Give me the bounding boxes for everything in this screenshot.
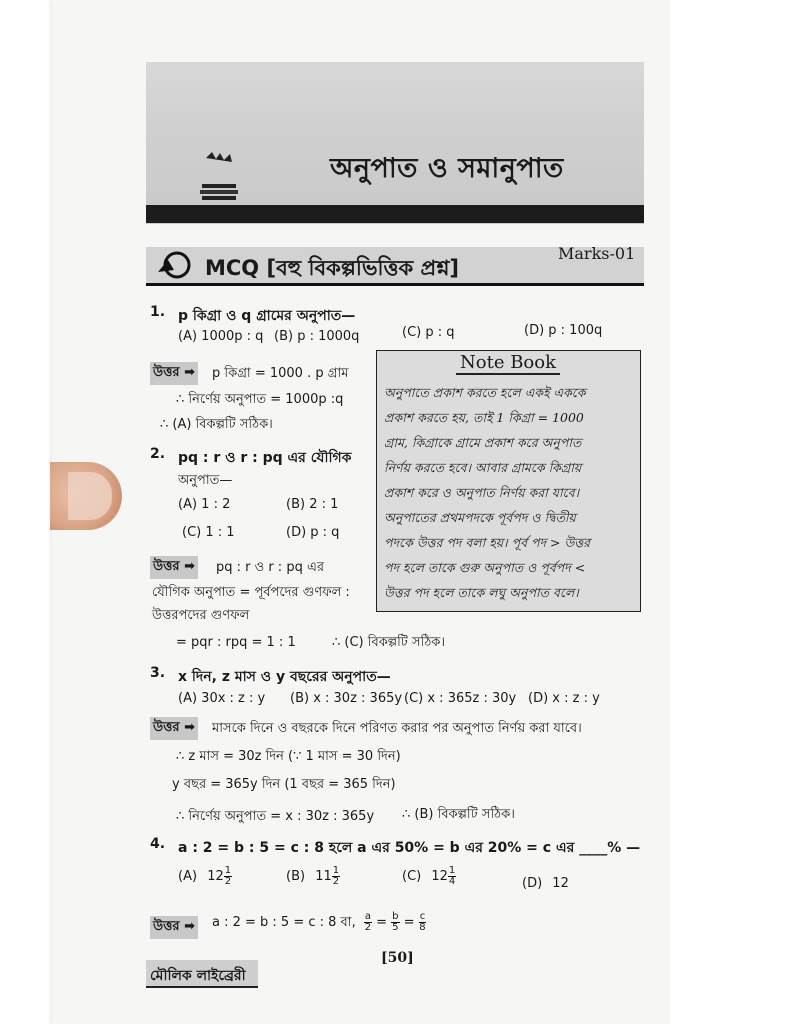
q2-answer-line1: pq : r ও r : pq এর [216,560,324,575]
book-stack-icon [196,150,242,208]
notebook-line: পদ হলে তাকে গুরু অনুপাত ও পূর্বপদ < [384,560,586,575]
q4-option-whole: 12 [552,876,569,891]
q3-answer-line2: ∴ z মাস = 30z দিন (∵ 1 মাস = 30 দিন) [176,749,401,764]
q2-text-line1: pq : r ও r : pq এর যৌগিক [178,450,352,466]
notebook-line: পদকে উত্তর পদ বলা হয়। পূর্ব পদ > উত্তর [384,535,591,550]
q2-option-a: (A) 1 : 2 [178,497,231,512]
q3-answer-conclusion: ∴ (B) বিকল্পটি সঠিক। [402,807,515,822]
q3-text: x দিন, z মাস ও y বছরের অনুপাত— [178,669,391,685]
fraction-denominator: 4 [448,876,456,887]
q1-option-b: (B) p : 1000q [274,329,360,344]
page-number: [50] [381,950,414,966]
q2-text-line2: অনুপাত— [178,473,233,488]
q2-number: 2. [150,446,166,462]
q4-option-whole: 11 [315,869,332,884]
q1-answer-line1: p কিগ্রা = 1000 . p গ্রাম [212,366,349,381]
q1-number: 1. [150,304,166,320]
q4-answer-fraction-b [391,912,399,933]
notebook-line: গ্রাম, কিগ্রাকে গ্রামে প্রকাশ করে অনুপাত [384,435,582,450]
q4-option-label: (B) [286,869,306,884]
q3-number: 3. [150,665,166,681]
q4-answer-text: a : 2 = b : 5 = c : 8 বা, $\frac{a}{2}$ = $\frac{b}{5}$ = $\frac{c}{8}$ [212,911,426,933]
fraction-numerator: b [392,911,399,922]
q4-option-b [286,866,340,887]
q4-answer-fraction-a [364,912,372,933]
chapter-title: অনুপাত ও সমানুপাত [330,153,564,184]
q3-option-a: (A) 30x : z : y [178,691,266,706]
q4-option-d [522,876,569,891]
notebook-title: Note Book [456,352,560,375]
notebook-line: প্রকাশ করে ও অনুপাত নির্ণয় করা যাবে। [384,485,580,500]
q3-option-c: (C) x : 365z : 30y [404,691,517,706]
q4-option-whole: 12 [207,869,224,884]
q1-answer-tag: উত্তর ➡ [150,362,198,385]
q4-answer-fraction-c [419,912,427,933]
q3-answer-line3: y বছর = 365y দিন (1 বছর = 365 দিন) [172,777,396,792]
notebook-line: অনুপাতে প্রকাশ করতে হলে একই এককে [384,385,586,400]
fraction-numerator: 1 [224,865,232,876]
q2-answer-tag: উত্তর ➡ [150,556,198,579]
fraction-numerator: c [419,911,426,922]
marks-label: Marks-01 [558,244,636,263]
fraction-denominator: 2 [364,922,372,933]
q4-option-fraction [332,866,340,887]
fraction-denominator: 8 [419,922,426,933]
q4-answer-ratio: a : 2 = b : 5 = c : 8 বা, [212,915,356,930]
q1-answer-line3: ∴ (A) বিকল্পটি সঠিক। [160,417,273,432]
fraction-denominator: 2 [224,876,232,887]
mcq-section-label: MCQ [বহু বিকল্পভিত্তিক প্রশ্ন] [205,256,460,280]
q4-option-fraction [224,866,232,887]
notebook-line: উত্তর পদ হলে তাকে লঘু অনুপাত বলে। [384,585,579,600]
q4-answer-tag: উত্তর ➡ [150,916,198,939]
q4-text: a : 2 = b : 5 = c : 8 হলে a এর 50% = b এর 20% = c এর ____% — [178,840,641,856]
q4-option-label: (D) [522,876,543,891]
q2-answer-conclusion: ∴ (C) বিকল্পটি সঠিক। [332,635,446,650]
notebook-line: নির্ণয় করতে হবে। আবার গ্রামকে কিগ্রায় [384,460,582,475]
notebook-line: প্রকাশ করতে হয়, তাই 1 কিগ্রা = 1000 [384,410,584,425]
q4-option-label: (C) [402,869,422,884]
q4-option-c [402,866,456,887]
fraction-denominator: 2 [332,876,340,887]
fingernail-image [68,472,112,520]
notebook-line: অনুপাতের প্রথমপদকে পূর্বপদ ও দ্বিতীয় [384,510,576,525]
q2-answer-line3: উত্তরপদের গুণফল [152,608,250,623]
q4-option-label: (A) [178,869,198,884]
q1-option-d: (D) p : 100q [524,323,603,338]
q3-option-d: (D) x : z : y [528,691,600,706]
q1-answer-line2: ∴ নির্ণেয় অনুপাত = 1000p :q [176,392,344,407]
q3-option-b: (B) x : 30z : 365y [290,691,403,706]
fraction-denominator: 5 [392,922,399,933]
fraction-numerator: a [364,911,371,922]
q1-text: p কিগ্রা ও q গ্রামের অনুপাত— [178,308,356,324]
q2-option-b: (B) 2 : 1 [286,497,339,512]
q2-answer-line4: = pqr : rpq = 1 : 1 [176,635,296,650]
q3-answer-tag: উত্তর ➡ [150,717,198,740]
q4-option-fraction [448,866,456,887]
q4-option-a [178,866,232,887]
fraction-numerator: 1 [332,865,340,876]
q3-answer-line4: ∴ নির্ণেয় অনুপাত = x : 30z : 365y [176,809,375,824]
publisher-name: মৌলিক লাইব্রেরী [150,968,246,984]
q1-option-a: (A) 1000p : q [178,329,264,344]
q2-option-d: (D) p : q [286,525,340,540]
q4-number: 4. [150,836,166,852]
q2-answer-line2: যৌগিক অনুপাত = পূর্বপদের গুণফল : [152,585,350,600]
q1-option-c: (C) p : q [402,325,455,340]
q4-option-whole: 12 [431,869,448,884]
q3-answer-line1: মাসকে দিনে ও বছরকে দিনে পরিণত করার পর অনুপাত নির্ণয় করা যাবে। [212,721,582,736]
mcq-logo-icon [154,250,200,284]
q2-option-c: (C) 1 : 1 [182,525,235,540]
fraction-numerator: 1 [448,865,456,876]
